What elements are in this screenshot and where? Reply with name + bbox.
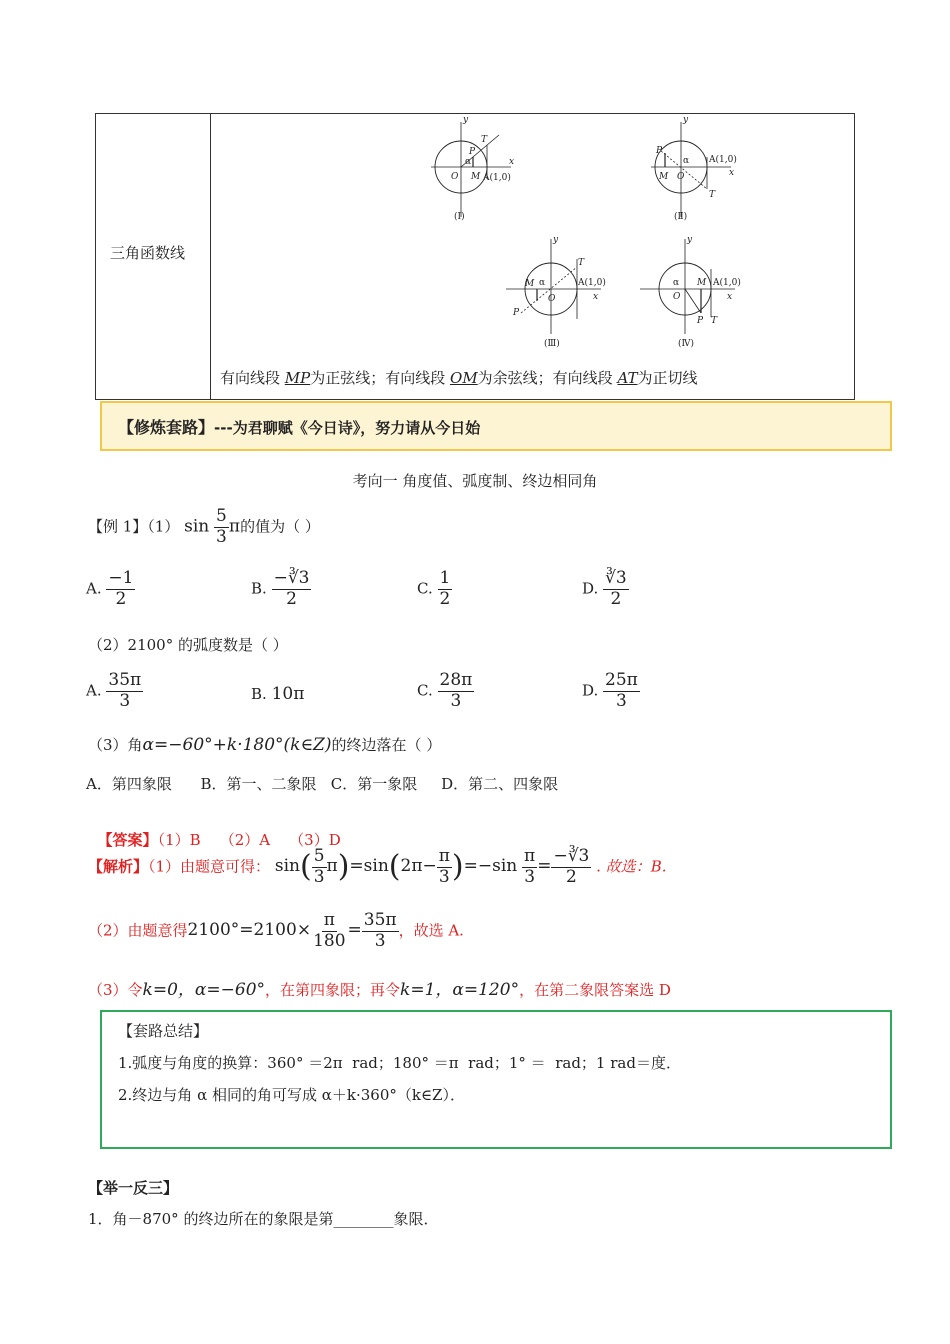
summary-title: 【套路总结】 <box>118 1022 209 1040</box>
example1-q3-options: A．第四象限 B．第一、二象限 C．第一象限 D．第二、四象限 <box>86 775 559 793</box>
svg-text:O: O <box>673 292 681 302</box>
option-c: C. $\frac{28\pi}{3}$ <box>417 670 473 711</box>
summary-line-2: 2.终边与角 α 相同的角可写成 α＋k·360°（k∈Z）． <box>118 1086 465 1104</box>
svg-text:A(1,0): A(1,0) <box>483 173 511 183</box>
analysis-line-2: （2）由题意得2100°=2100× $\frac{\pi}{180}$ = $\frac{35\pi}{3}$ ，故选 A. <box>88 910 464 951</box>
trig-line-diagrams <box>211 114 851 364</box>
svg-text:O: O <box>677 172 685 182</box>
svg-text:P: P <box>513 308 520 318</box>
svg-text:(Ⅰ): (Ⅰ) <box>454 212 465 222</box>
svg-text:T: T <box>481 135 488 145</box>
diagram-3 <box>506 235 606 349</box>
svg-text:M: M <box>697 278 707 288</box>
example1-q3: （3）角α=−60°+k·180°(k∈Z)的终边落在（ ） <box>88 735 442 755</box>
svg-text:y: y <box>687 235 693 245</box>
practice-title: 【举一反三】 <box>88 1179 179 1197</box>
svg-text:T: T <box>711 316 718 326</box>
option-a: A. $\frac{35\pi}{3}$ <box>86 670 142 711</box>
trig-lines-caption: 有向线段 MP为正弦线；有向线段 OM为余弦线；有向线段 AT为正切线 <box>220 369 698 387</box>
banner-bracket: 【修炼套路】 <box>118 418 215 437</box>
section-title: 考向一 角度值、弧度制、终边相同角 <box>352 472 598 490</box>
answer-line: 【答案】（1）B （2）A （3）D <box>97 831 341 849</box>
analysis-line-3: （3）令k=0，α=−60°，在第四象限；再令k=1，α=120°，在第二象限答案选 D <box>88 980 671 1000</box>
diagram-2 <box>651 115 737 222</box>
banner-text: ---为君聊赋《今日诗》，努力请从今日始 <box>214 419 481 437</box>
svg-text:M: M <box>525 279 535 289</box>
svg-text:y: y <box>463 115 469 125</box>
svg-text:A(1,0): A(1,0) <box>713 278 741 288</box>
svg-text:y: y <box>553 235 559 245</box>
svg-text:A(1,0): A(1,0) <box>709 155 737 165</box>
svg-text:T: T <box>578 258 585 268</box>
option-c: C. $\frac{1}{2}$ <box>417 568 451 609</box>
svg-text:x: x <box>729 168 735 178</box>
analysis-line-1: 【解析】（1）由题意可得： sin( $\frac{5}{3}$ π)=sin(2π− $\frac{\pi}{3}$ )=−sin $\frac{\pi}{3}$ = $\frac{-∛3}{2}$ . 故选：B. <box>88 846 667 887</box>
svg-text:α: α <box>465 157 472 167</box>
option-a: A. $\frac{-1}{2}$ <box>86 568 134 609</box>
svg-text:T: T <box>709 190 716 200</box>
practice-banner <box>100 401 892 451</box>
summary-line-1: 1.弧度与角度的换算：360° ＝2π rad；180° ＝π rad；1° ＝ rad；1 rad＝度． <box>118 1054 681 1072</box>
svg-text:α: α <box>683 156 690 166</box>
svg-text:A(1,0): A(1,0) <box>578 278 606 288</box>
svg-text:O: O <box>451 172 459 182</box>
svg-text:y: y <box>683 115 689 125</box>
svg-text:M: M <box>471 172 481 182</box>
option-d: D. $\frac{25\pi}{3}$ <box>582 670 638 711</box>
trig-lines-table <box>95 113 855 400</box>
svg-text:(Ⅳ): (Ⅳ) <box>678 339 695 349</box>
option-b: B. $\frac{-∛3}{2}$ <box>251 568 310 609</box>
svg-text:M: M <box>659 172 669 182</box>
svg-text:(Ⅲ): (Ⅲ) <box>544 339 560 349</box>
svg-text:(Ⅱ): (Ⅱ) <box>674 212 688 222</box>
practice-q1: 1．角－870° 的终边所在的象限是第________象限． <box>88 1210 439 1228</box>
svg-text:α: α <box>673 278 680 288</box>
option-d: D. $\frac{∛3}{2}$ <box>582 568 627 609</box>
option-b: B. 10π <box>251 684 305 704</box>
example1-q1: 【例 1】（1） sin $\frac{5}{3}$ π的值为（ ） <box>88 506 320 547</box>
svg-text:P: P <box>656 146 663 156</box>
table-row-label: 三角函数线 <box>110 244 186 262</box>
svg-text:x: x <box>593 292 599 302</box>
diagram-1 <box>431 115 514 222</box>
svg-text:α: α <box>539 278 546 288</box>
diagram-4 <box>640 235 741 349</box>
svg-text:P: P <box>469 147 476 157</box>
summary-box <box>100 1010 892 1149</box>
svg-text:x: x <box>509 157 515 167</box>
svg-text:x: x <box>727 292 733 302</box>
svg-text:P: P <box>697 316 704 326</box>
svg-text:O: O <box>548 294 556 304</box>
example1-q2: （2）2100° 的弧度数是（ ） <box>88 636 288 654</box>
